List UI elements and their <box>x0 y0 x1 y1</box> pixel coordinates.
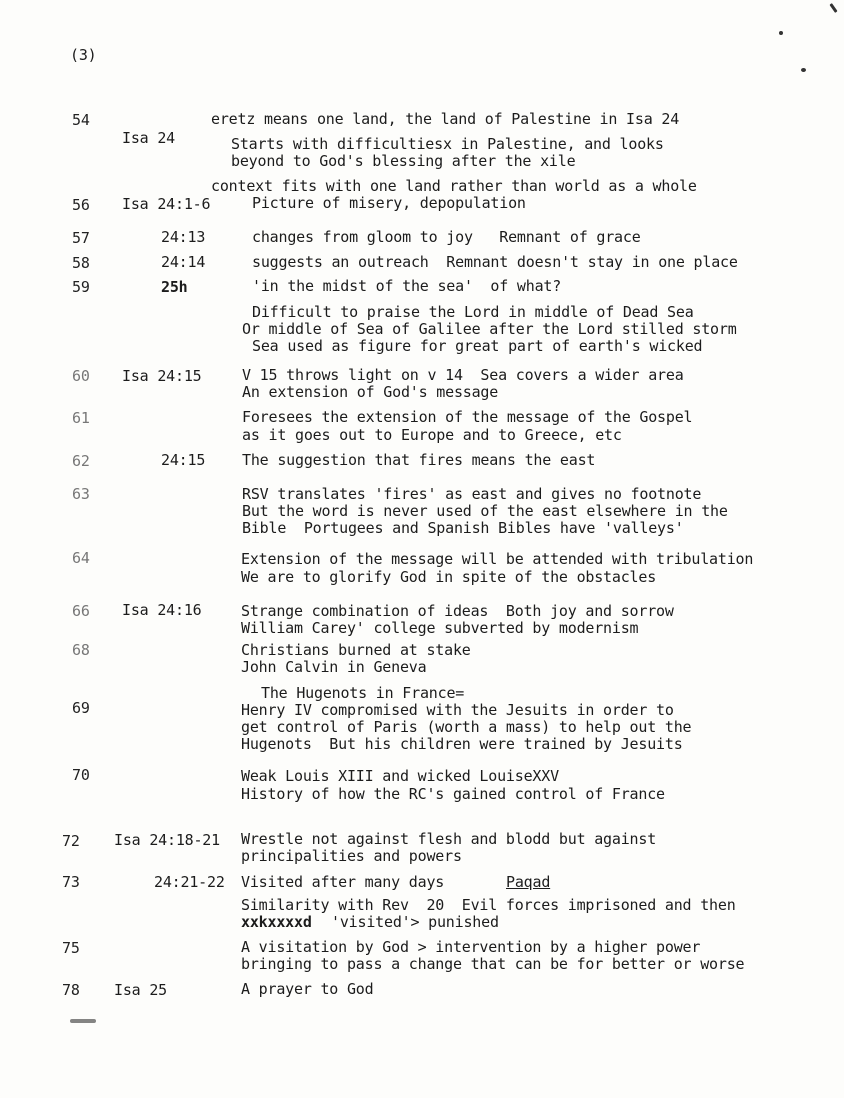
note-line: The Hugenots in France= <box>261 684 465 702</box>
note-line: Similarity with Rev 20 Evil forces imprisoned and then <box>241 896 736 914</box>
note-line: context fits with one land rather than world as a whole <box>211 177 697 195</box>
scripture-ref: 24:21-22 <box>154 873 225 891</box>
scripture-ref: 24:15 <box>161 451 206 469</box>
note-line: V 15 throws light on v 14 Sea covers a wider area <box>242 366 684 384</box>
scripture-ref: 24:13 <box>161 228 206 246</box>
line-number: 66 <box>72 602 90 620</box>
note-line: 'in the midst of the sea' of what? <box>252 277 562 295</box>
note-line: changes from gloom to joy Remnant of grace <box>252 228 641 246</box>
note-line: John Calvin in Geneva <box>241 658 427 676</box>
scripture-ref: 25h <box>161 278 188 296</box>
page-number: (3) <box>70 46 97 64</box>
note-line: suggests an outreach Remnant doesn't stay in one place <box>252 253 738 271</box>
line-number: 57 <box>72 229 90 247</box>
note-line: A visitation by God > intervention by a higher power <box>241 938 701 956</box>
note-line: Picture of misery, depopulation <box>252 194 526 212</box>
note-line: eretz means one land, the land of Palestine in Isa 24 <box>211 110 680 128</box>
note-line: A prayer to God <box>241 980 374 998</box>
note-line: An extension of God's message <box>242 383 499 401</box>
line-number: 56 <box>72 196 90 214</box>
note-line: principalities and powers <box>241 847 462 865</box>
note-line: Foresees the extension of the message of the Gospel <box>242 408 693 426</box>
scan-speck <box>70 1019 96 1023</box>
line-number: 64 <box>72 549 90 567</box>
note-line: Bible Portugees and Spanish Bibles have 'valleys' <box>242 519 684 537</box>
line-number: 61 <box>72 409 90 427</box>
note-line: Difficult to praise the Lord in middle of Dead Sea <box>252 303 694 321</box>
hebrew-word: Paqad <box>506 873 551 891</box>
note-line: Strange combination of ideas Both joy and sorrow <box>241 602 674 620</box>
note-line: William Carey' college subverted by modernism <box>241 619 639 637</box>
struck-word: xxkxxxxd <box>241 913 312 931</box>
scripture-ref: Isa 24:15 <box>122 367 202 385</box>
note-line: We are to glorify God in spite of the obstacles <box>241 568 657 586</box>
note-line: 'visited'> punished <box>331 913 499 931</box>
line-number: 62 <box>72 452 90 470</box>
note-line: Christians burned at stake <box>241 641 471 659</box>
note-line: Starts with difficultiesx in Palestine, and looks <box>231 135 664 153</box>
line-number: 59 <box>72 278 90 296</box>
scan-speck <box>779 31 783 35</box>
note-line: RSV translates 'fires' as east and gives no footnote <box>242 485 702 503</box>
line-number: 70 <box>72 766 90 784</box>
note-line: Visited after many days <box>241 873 445 891</box>
note-line: as it goes out to Europe and to Greece, etc <box>242 426 622 444</box>
line-number: 54 <box>72 111 90 129</box>
scripture-ref: Isa 24:1-6 <box>122 195 211 213</box>
scripture-ref: Isa 24:18-21 <box>114 831 220 849</box>
note-line: The suggestion that fires means the east <box>242 451 596 469</box>
scripture-ref: 24:14 <box>161 253 206 271</box>
line-number: 72 <box>62 832 80 850</box>
line-number: 73 <box>62 873 80 891</box>
note-line: Hugenots But his children were trained by Jesuits <box>241 735 683 753</box>
line-number: 60 <box>72 367 90 385</box>
note-line: Extension of the message will be attended with tribulation <box>241 550 754 568</box>
scripture-ref: Isa 24:16 <box>122 601 202 619</box>
note-line: Weak Louis XIII and wicked LouiseXXV <box>241 767 559 785</box>
scripture-ref: Isa 24 <box>122 129 175 147</box>
note-line: Henry IV compromised with the Jesuits in order to <box>241 701 674 719</box>
note-line: Sea used as figure for great part of earth's wicked <box>252 337 703 355</box>
note-line: Wrestle not against flesh and blodd but against <box>241 830 657 848</box>
scripture-ref: Isa 25 <box>114 981 167 999</box>
scan-speck <box>801 68 806 72</box>
line-number: 78 <box>62 981 80 999</box>
line-number: 63 <box>72 485 90 503</box>
line-number: 58 <box>72 254 90 272</box>
scan-speck <box>829 3 837 13</box>
note-line: Or middle of Sea of Galilee after the Lord stilled storm <box>242 320 737 338</box>
line-number: 68 <box>72 641 90 659</box>
note-line: History of how the RC's gained control of France <box>241 785 665 803</box>
line-number: 69 <box>72 699 90 717</box>
note-line: get control of Paris (worth a mass) to help out the <box>241 718 692 736</box>
line-number: 75 <box>62 939 80 957</box>
note-line: bringing to pass a change that can be for better or worse <box>241 955 745 973</box>
note-line: But the word is never used of the east elsewhere in the <box>242 502 728 520</box>
note-line: beyond to God's blessing after the xile <box>231 152 576 170</box>
